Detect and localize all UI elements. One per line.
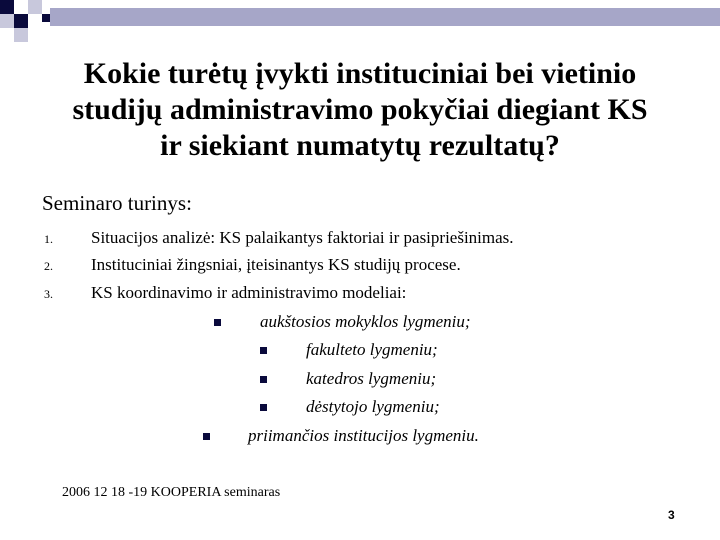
sub-list-item: aukštosios mokyklos lygmeniu; (260, 312, 471, 331)
sub-list-item: dėstytojo lygmeniu; (306, 397, 440, 416)
header-decoration (0, 0, 720, 50)
title-line-2: studijų administravimo pokyčiai diegiant KS (72, 93, 648, 126)
square-bullet-icon (203, 433, 210, 440)
list-item-number: 3. (44, 287, 53, 301)
section-heading: Seminaro turinys: (42, 191, 192, 215)
title-line-1: Kokie turėtų įvykti instituciniai bei vietinio (83, 57, 637, 90)
list-item: Instituciniai žingsniai, įteisinantys KS studijų procese. (91, 255, 461, 274)
list-item: KS koordinavimo ir administravimo modeliai: (91, 283, 407, 302)
square-bullet-icon (260, 404, 267, 411)
slide-title (40, 56, 680, 164)
list-item-number: 1. (44, 232, 53, 246)
sub-list-item: katedros lygmeniu; (306, 369, 437, 388)
footer-text: 2006 12 18 -19 KOOPERIA seminaras (62, 485, 281, 500)
square-bullet-icon (260, 347, 267, 354)
square-bullet-icon (260, 376, 267, 383)
list-item: Situacijos analizė: KS palaikantys faktoriai ir pasipriešinimas. (91, 228, 514, 247)
list-item-number: 2. (44, 259, 53, 273)
sub-list-item: priimančios institucijos lygmeniu. (248, 426, 479, 445)
sub-list-item: fakulteto lygmeniu; (306, 340, 438, 359)
title-line-3: ir siekiant numatytų rezultatų? (160, 129, 560, 162)
page-number: 3 (668, 508, 675, 522)
square-bullet-icon (214, 319, 221, 326)
